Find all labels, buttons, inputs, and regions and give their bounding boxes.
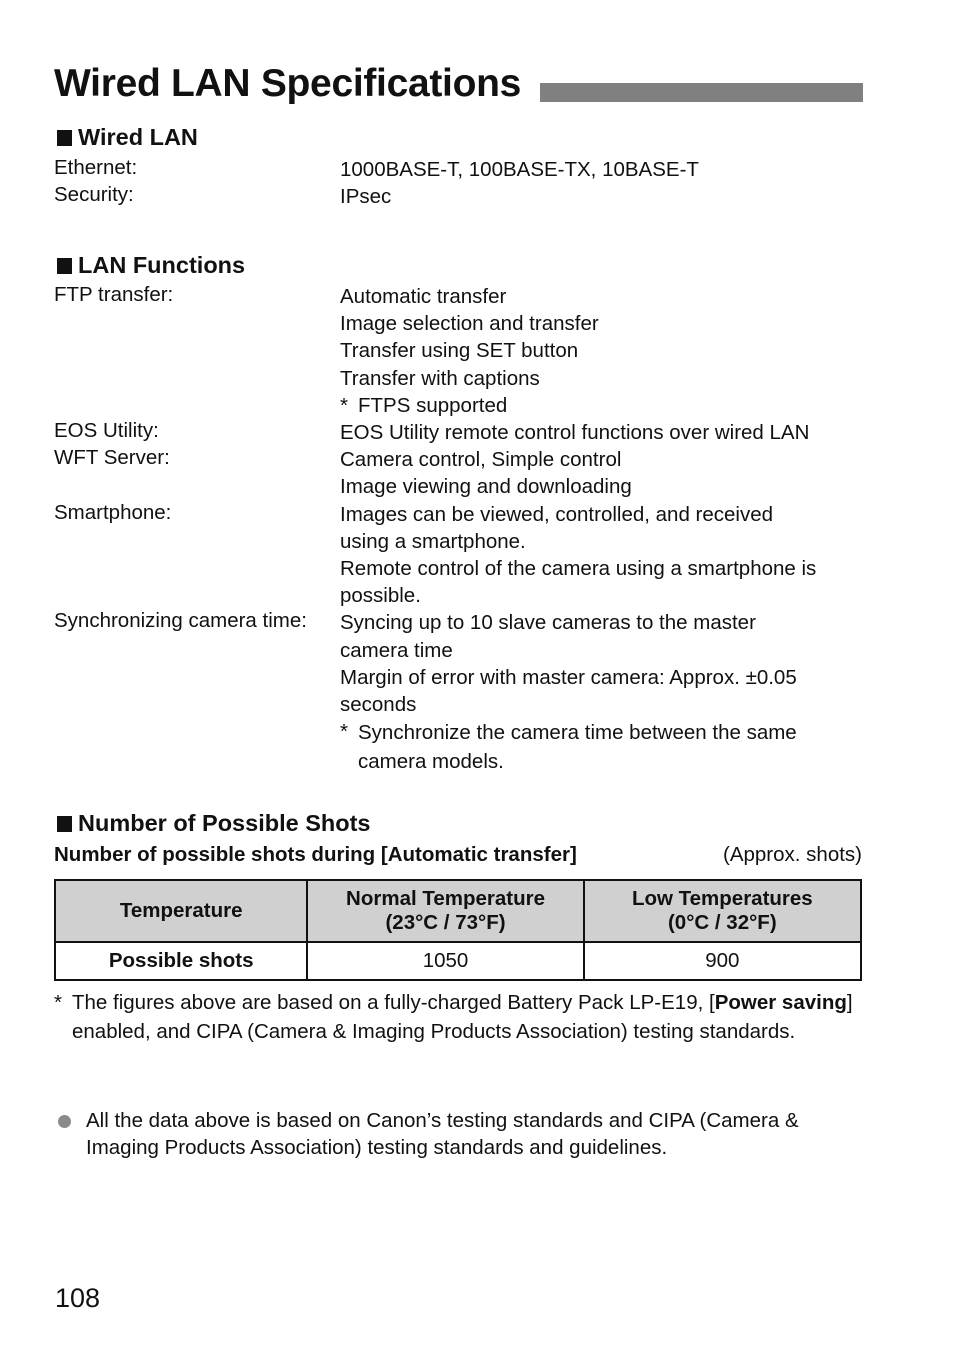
bullet-dot-icon bbox=[58, 1115, 71, 1128]
spec-value: using a smartphone. bbox=[340, 529, 526, 553]
note-text: FTPS supported bbox=[358, 393, 508, 417]
asterisk-mark: * bbox=[54, 991, 62, 1014]
section-heading-lan-functions bbox=[57, 252, 245, 279]
section-heading-wired-lan bbox=[57, 124, 198, 151]
shots-subheading: Number of possible shots during [Automatic transfer] bbox=[54, 843, 577, 866]
header-line: Normal Temperature bbox=[346, 887, 546, 910]
header-line: Low Temperatures bbox=[631, 887, 813, 910]
note-text: Synchronize the camera time between the same bbox=[358, 721, 797, 745]
section-heading-text: Wired LAN bbox=[78, 124, 198, 150]
spec-label: FTP transfer: bbox=[54, 283, 174, 306]
spec-value: camera time bbox=[340, 638, 453, 662]
table-cell: 900 bbox=[584, 942, 861, 980]
spec-row-wft-server bbox=[54, 446, 864, 500]
table-header-row bbox=[55, 880, 861, 942]
spec-value: Images can be viewed, controlled, and received bbox=[340, 502, 774, 526]
square-bullet-icon bbox=[57, 816, 72, 832]
spec-value: Remote control of the camera using a smartphone is bbox=[340, 557, 817, 581]
footnote-bold: Power saving bbox=[714, 991, 847, 1014]
table-cell: 1050 bbox=[307, 942, 583, 980]
table-header-cell bbox=[307, 880, 583, 942]
spec-value: 1000BASE-T, 100BASE-TX, 10BASE-T bbox=[340, 158, 699, 181]
shots-unit: (Approx. shots) bbox=[723, 843, 862, 866]
spec-note bbox=[340, 718, 864, 776]
asterisk-mark: * bbox=[340, 720, 348, 744]
title-decor-bar bbox=[540, 83, 863, 102]
spec-value: possible. bbox=[340, 584, 421, 608]
spec-row-security bbox=[54, 183, 864, 210]
lan-functions-spec-list bbox=[54, 283, 864, 776]
spec-row-sync-camera-time bbox=[54, 609, 864, 776]
spec-label: EOS Utility: bbox=[54, 419, 159, 443]
header-line: (23°C / 73°F) bbox=[385, 911, 506, 934]
spec-value: seconds bbox=[340, 693, 417, 717]
asterisk-mark: * bbox=[340, 393, 348, 417]
spec-value: IPsec bbox=[340, 185, 392, 209]
spec-value: Image viewing and downloading bbox=[340, 475, 632, 499]
footnote-text bbox=[72, 989, 854, 1046]
spec-value: Margin of error with master camera: Approx. ±0.05 bbox=[340, 665, 797, 689]
spec-row-ethernet bbox=[54, 156, 864, 183]
table-header-cell: Temperature bbox=[55, 880, 307, 942]
footnote-part: The figures above are based on a fully-charged Battery Pack LP-E19, [ bbox=[72, 991, 715, 1014]
page-title: Wired LAN Specifications bbox=[54, 62, 522, 105]
footnote-part: ] enabled, and CIPA (Camera & Imaging Products Association) testing standards. bbox=[72, 991, 853, 1043]
spec-value: Transfer with captions bbox=[340, 366, 540, 390]
square-bullet-icon bbox=[57, 130, 72, 146]
possible-shots-table bbox=[54, 879, 862, 981]
spec-label: Smartphone: bbox=[54, 500, 172, 524]
section-heading-text: LAN Functions bbox=[78, 252, 246, 278]
table-row bbox=[55, 942, 861, 980]
shots-subheading-row bbox=[54, 843, 862, 867]
spec-value: Automatic transfer bbox=[340, 285, 507, 308]
wired-lan-spec-list bbox=[54, 156, 864, 210]
spec-note bbox=[340, 392, 864, 419]
section-heading-text: Number of Possible Shots bbox=[78, 810, 371, 836]
spec-value: Camera control, Simple control bbox=[340, 448, 622, 472]
table-footnote bbox=[54, 989, 854, 1046]
spec-value: EOS Utility remote control functions over wired LAN bbox=[340, 421, 810, 445]
section-heading-possible-shots bbox=[57, 810, 371, 837]
square-bullet-icon bbox=[57, 258, 72, 274]
spec-value: Transfer using SET button bbox=[340, 339, 579, 363]
bullet-note bbox=[58, 1107, 868, 1161]
spec-row-eos-utility bbox=[54, 419, 864, 446]
spec-label: Synchronizing camera time: bbox=[54, 609, 307, 633]
spec-label: Security: bbox=[54, 183, 134, 207]
table-row-header: Possible shots bbox=[55, 942, 307, 980]
note-text: camera models. bbox=[358, 750, 504, 774]
page-number: 108 bbox=[55, 1283, 101, 1313]
spec-label: Ethernet: bbox=[54, 156, 138, 179]
table-header-cell bbox=[584, 880, 861, 942]
spec-row-ftp bbox=[54, 283, 864, 419]
spec-value: Image selection and transfer bbox=[340, 312, 599, 336]
spec-row-smartphone bbox=[54, 501, 864, 610]
header-line: (0°C / 32°F) bbox=[667, 911, 777, 934]
spec-label: WFT Server: bbox=[54, 446, 170, 470]
bullet-note-text: All the data above is based on Canon’s testing standards and CIPA (Camera & Imaging Products Association) testing standards and guidelines. bbox=[86, 1109, 799, 1159]
spec-value: Syncing up to 10 slave cameras to the master bbox=[340, 611, 756, 635]
